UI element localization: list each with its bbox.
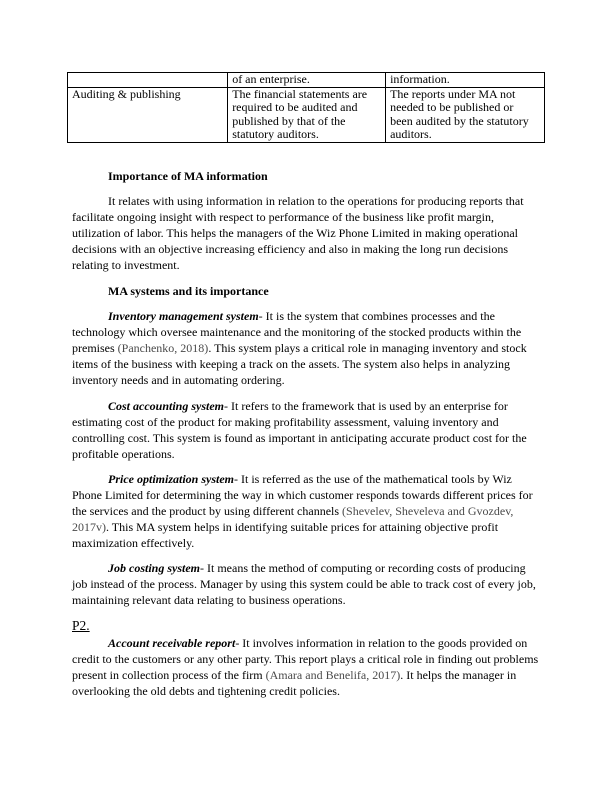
text-line: overlooking the old debts and tightening credit policies. <box>72 684 340 698</box>
text-line: technology which oversee maintenance and the monitoring of the stocked products within the <box>72 325 522 339</box>
table-cell: Auditing & publishing <box>68 87 228 142</box>
text-line: the services and the product by using different channels (Shevelev, Sheveleva and Gvozdev, <box>72 504 514 518</box>
text-line: facilitate ongoing insight with respect to performance of the business like profit margin, <box>72 210 495 224</box>
text-line: credit to the customers or any other party. This report plays a critical role in finding out problems <box>72 652 539 666</box>
text-line: inventory needs and in automating ordering. <box>72 373 285 387</box>
citation: (Shevelev, Sheveleva and Gvozdev, <box>342 504 514 518</box>
section-heading-systems: MA systems and its importance <box>108 284 269 298</box>
citation: (Panchenko, 2018) <box>117 341 209 355</box>
paragraph-importance <box>72 193 544 273</box>
cell-line: auditors. <box>390 127 432 141</box>
paragraph-inventory <box>72 308 544 388</box>
text-line: relating to investment. <box>72 258 180 272</box>
text-line: Price optimization system- It is referred as the use of the mathematical tools by Wiz <box>108 472 512 486</box>
cell-line: statutory auditors. <box>232 127 319 141</box>
paragraph-account-receivable <box>72 635 544 699</box>
section-label-p2: P2. <box>72 618 90 633</box>
text-line: Job costing system- It means the method of computing or recording costs of producing <box>108 561 526 575</box>
text-line: 2017v). This MA system helps in identifying suitable prices for attaining objective profit <box>72 520 499 534</box>
cell-line: The reports under MA not <box>390 86 516 101</box>
text-line: items of the business with keeping a track on the assets. The system also helps in analyzing <box>72 357 511 371</box>
citation: 2017v) <box>72 520 106 534</box>
term-label: Cost accounting system <box>108 399 225 413</box>
text-line: Account receivable report- It involves information in relation to the goods provided on <box>108 636 528 650</box>
section-heading-importance: Importance of MA information <box>108 169 268 183</box>
table-cell <box>386 87 545 142</box>
paragraph-cost-accounting <box>72 398 544 462</box>
text-line: job instead of the process. Manager by using this system could be able to track cost of every job, <box>72 577 536 591</box>
table-row <box>68 73 545 88</box>
cell-line: needed to be published or <box>390 100 514 114</box>
text-line: controlling cost. This system is found as important in anticipating accurate product cost for the <box>72 431 527 445</box>
text-line: utilization of labor. This helps the managers of the Wiz Phone Limited in making operational <box>72 226 518 240</box>
citation: (Amara and Benelifa, 2017) <box>265 668 401 682</box>
text-line: Inventory management system- It is the system that combines processes and the <box>108 309 495 323</box>
text-line: present in collection process of the firm (Amara and Benelifa, 2017). It helps the manager in <box>72 668 517 682</box>
text-line: decisions with an objective increasing efficiency and also in making the long run decisions <box>72 242 508 256</box>
text-line: estimating cost of the product for making profitability assessment, valuing inventory and <box>72 415 499 429</box>
text-line: maintaining relevant data relating to business operations. <box>72 593 346 607</box>
text-line: maximization effectively. <box>72 536 195 550</box>
text-line: Phone Limited for determining the way in which customer responds towards different prices for <box>72 488 533 502</box>
term-label: Job costing system <box>108 561 200 575</box>
paragraph-job-costing <box>72 560 544 608</box>
term-label: Inventory management system <box>108 309 259 323</box>
term-label: Account receivable report <box>108 636 236 650</box>
cell-line: required to be audited and <box>232 100 358 114</box>
table-cell <box>228 87 386 142</box>
table-cell <box>68 73 228 88</box>
text-line: premises (Panchenko, 2018). This system plays a critical role in managing inventory and stock <box>72 341 527 355</box>
term-label: Price optimization system <box>108 472 234 486</box>
table-cell: of an enterprise. <box>228 73 386 88</box>
paragraph-price-optimization <box>72 471 544 551</box>
cell-line: been audited by the statutory <box>390 113 529 128</box>
table-cell: information. <box>386 73 545 88</box>
table-row <box>68 87 545 142</box>
comparison-table <box>67 72 545 143</box>
text-line: profitable operations. <box>72 447 175 461</box>
cell-line: published by that of the <box>232 113 346 128</box>
text-line: Cost accounting system- It refers to the framework that is used by an enterprise for <box>108 399 508 413</box>
text-line: It relates with using information in relation to the operations for producing reports that <box>108 194 524 208</box>
cell-line: The financial statements are <box>232 86 368 101</box>
